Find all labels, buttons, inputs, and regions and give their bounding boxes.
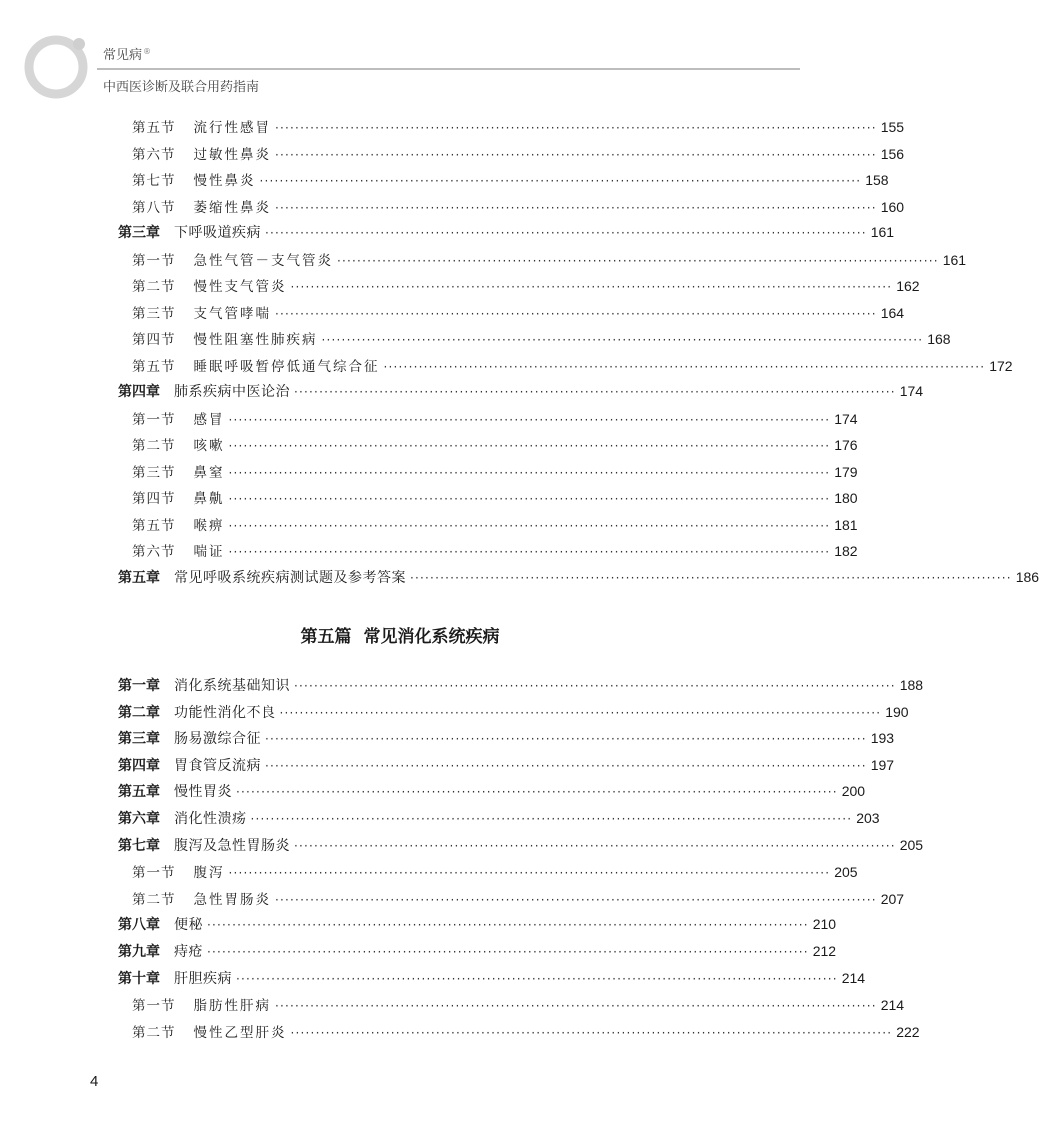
leader-dots: ························································································································ [228,518,831,533]
toc-entry-title: 流行性感冒 [193,120,271,136]
toc-entry-number: 第一节 [132,252,176,269]
leader-dots: ························································································································ [207,918,809,933]
toc-entry-page: 203 [856,810,880,826]
toc-entry-number: 第三章 [118,225,160,241]
toc-entry-page: 161 [870,224,895,240]
page-number: 4 [90,1073,99,1090]
toc-entry-title: 急性胃肠炎 [193,891,271,908]
toc-entry-page: 214 [880,997,905,1014]
toc-entry-number: 第四章 [118,384,160,400]
toc-entry-page: 205 [834,864,858,881]
toc-entry-number: 第二节 [132,279,176,295]
toc-chapter-entry [118,222,895,246]
leader-dots: ························································································································ [236,971,838,986]
toc-entry-title: 肝胆疾病 [174,970,232,987]
registered-mark: ® [143,46,152,56]
toc-entry-title: 慢性乙型肝炎 [193,1024,287,1041]
toc-entry-number: 第四节 [132,332,176,348]
toc-chapter-entry [118,755,895,779]
leader-dots: ························································································································ [275,200,877,215]
toc-entry-number: 第八节 [132,199,176,216]
leader-dots: ························································································································ [228,412,831,427]
toc-entry-number: 第五章 [118,784,160,801]
toc-entry-number: 第八章 [118,917,160,934]
toc-entry-page: 193 [870,730,895,747]
toc-section-entry [118,540,858,564]
toc-entry-number: 第一节 [132,865,176,882]
leader-dots: ························································································································ [250,812,853,826]
toc-entry-title: 腹泻 [193,865,225,882]
toc-entry-number: 第四节 [132,491,176,507]
toc-entry-title: 消化系统基础知识 [174,678,290,694]
toc-entry-title: 过敏性鼻炎 [193,146,271,163]
toc-chapter-entry [118,702,909,726]
toc-chapter-entry [118,968,866,992]
leader-dots: ························································································································ [275,892,877,907]
toc-entry-page: 181 [834,516,858,533]
toc-entry-number: 第一节 [132,998,176,1015]
toc-entry-number: 第二章 [118,704,160,721]
toc-entry-title: 肠易激综合征 [174,731,261,748]
toc-entry-title: 慢性支气管炎 [193,279,287,295]
toc-entry-title: 支气管哮喘 [193,305,271,322]
toc-entry-number: 第七节 [132,173,176,189]
toc-entry-title: 腹泻及急性胃肠炎 [174,837,290,854]
toc-entry-page: 210 [812,916,837,933]
toc-entry-page: 176 [834,437,858,453]
toc-entry-page: 179 [834,463,858,480]
toc-entry-title: 睡眠呼吸暂停低通气综合征 [193,358,380,375]
leader-dots: ························································································································ [337,253,939,268]
leader-dots: ························································································································ [228,492,831,506]
toc-entry-title: 慢性胃炎 [174,784,232,801]
toc-entry-page: 186 [1015,568,1039,585]
toc-entry-title: 下呼吸道疾病 [174,225,261,241]
toc-section-entry [118,249,967,273]
leader-dots: ························································································································ [275,121,877,135]
toc-section-entry [118,328,951,352]
toc-section-entry [118,196,905,220]
series-title: 常见病® [103,46,152,63]
toc-entry-number: 第二节 [132,891,176,908]
toc-section-entry [118,275,920,299]
toc-entry-number: 第五节 [132,358,176,375]
toc-entry-page: 207 [880,890,905,907]
toc-section-entry [118,169,889,193]
toc-entry-page: 190 [885,703,909,720]
toc-entry-page: 180 [834,490,858,506]
leader-dots: ························································································································ [275,999,877,1014]
part-title: 常见消化系统疾病 [363,627,500,647]
toc-entry-page: 200 [841,783,866,800]
leader-dots: ························································································································ [290,1025,893,1040]
leader-dots: ························································································································ [207,945,809,959]
toc-entry-number: 第七章 [118,837,160,854]
toc-section-entry [118,461,858,485]
toc-section-entry [118,888,905,912]
part-number: 第五篇 [300,627,352,647]
toc-entry-title: 胃食管反流病 [174,757,261,774]
toc-entry-page: 162 [896,278,920,294]
toc-section-entry [118,434,858,458]
header-rule [97,68,800,70]
toc-entry-number: 第四章 [118,757,160,774]
leader-dots: ························································································································ [410,570,1012,585]
toc-entry-page: 158 [865,172,889,188]
toc-section-entry [118,487,858,511]
toc-entry-title: 肺系疾病中医论治 [174,384,290,400]
toc-entry-title: 萎缩性鼻炎 [193,199,271,216]
leader-dots: ························································································································ [265,758,867,773]
toc-entry-title: 消化性溃疡 [174,811,247,827]
leader-dots: ························································································································ [259,174,862,188]
toc-entry-page: 172 [989,357,1013,374]
leader-dots: ························································································································ [294,838,896,853]
toc-entry-number: 第三节 [132,464,176,481]
toc-section-entry [118,302,905,326]
toc-entry-number: 第五章 [118,569,160,586]
toc-entry-title: 急性气管－支气管炎 [193,252,333,269]
toc-entry-title: 感冒 [193,411,225,428]
toc-entry-page: 214 [841,969,866,986]
toc-section-entry [118,861,858,885]
toc-chapter-entry [118,781,866,805]
toc-entry-title: 慢性鼻炎 [193,173,256,189]
toc-entry-title: 慢性阻塞性肺疾病 [193,332,318,348]
toc-entry-title: 痔疮 [174,944,203,960]
leader-dots: ························································································································ [321,333,924,347]
toc-entry-number: 第五节 [132,517,176,534]
toc-chapter-entry [118,728,895,752]
toc-section-entry [118,116,905,140]
toc-chapter-entry [118,675,924,699]
toc-entry-page: 182 [834,543,858,559]
toc-entry-page: 205 [899,836,924,853]
toc-entry-title: 功能性消化不良 [174,704,276,721]
toc-entry-page: 161 [942,251,967,268]
leader-dots: ························································································································ [265,732,867,747]
leader-dots: ························································································································ [228,439,831,453]
toc-section-entry [118,143,905,167]
toc-entry-page: 164 [880,304,905,321]
leader-dots: ························································································································ [279,705,882,720]
toc-entry-title: 喘证 [193,544,225,560]
toc-chapter-entry [118,835,924,859]
toc-entry-number: 第二节 [132,1024,176,1041]
toc-chapter-entry [118,914,837,938]
toc-entry-page: 168 [927,331,951,347]
part-heading [0,622,800,647]
leader-dots: ························································································································ [294,679,896,693]
toc-entry-number: 第六节 [132,544,176,560]
toc-chapter-entry [118,567,1039,591]
toc-entry-number: 第一节 [132,411,176,428]
toc-entry-page: 197 [870,756,895,773]
leader-dots: ························································································································ [275,306,877,321]
toc-entry-title: 常见呼吸系统疾病测试题及参考答案 [174,569,406,586]
leader-dots: ························································································································ [275,147,877,162]
toc-entry-title: 便秘 [174,917,203,934]
toc-entry-number: 第三章 [118,731,160,748]
toc-entry-number: 第二节 [132,438,176,454]
leader-dots: ························································································································ [236,785,838,800]
toc-entry-title: 脂肪性肝病 [193,998,271,1015]
toc-entry-title: 咳嗽 [193,438,225,454]
toc-entry-page: 155 [880,119,905,135]
leader-dots: ························································································································ [228,545,831,559]
leader-dots: ························································································································ [383,359,986,374]
toc-section-entry [118,1021,920,1045]
toc-entry-page: 174 [834,410,858,427]
leader-dots: ························································································································ [290,280,893,294]
toc-section-entry [118,514,858,538]
leader-dots: ························································································································ [294,385,896,399]
toc-entry-title: 喉痹 [193,517,225,534]
toc-entry-number: 第一章 [118,678,160,694]
leader-dots: ························································································································ [228,465,831,480]
page-header [0,0,800,100]
toc-section-entry [118,408,858,432]
toc-section-entry [118,355,1013,379]
toc-entry-page: 156 [880,145,905,162]
toc-entry-page: 160 [880,198,905,215]
toc-entry-page: 188 [899,677,924,693]
toc-entry-title: 鼻鼽 [193,491,225,507]
toc-section-entry [118,994,905,1018]
toc-entry-page: 174 [899,383,924,399]
toc-chapter-entry [118,808,880,832]
toc-entry-number: 第九章 [118,944,160,960]
circle-logo-icon [22,30,94,102]
toc-entry-number: 第五节 [132,120,176,136]
book-title: 中西医诊断及联合用药指南 [103,80,260,95]
toc-chapter-entry [118,941,837,965]
toc-entry-page: 212 [812,943,837,959]
toc-entry-number: 第六章 [118,811,160,827]
leader-dots: ························································································································ [265,226,867,240]
toc-entry-page: 222 [896,1023,920,1040]
toc-entry-title: 鼻窒 [193,464,225,481]
toc-entry-number: 第十章 [118,970,160,987]
toc-entry-number: 第六节 [132,146,176,163]
toc-entry-number: 第三节 [132,305,176,322]
toc-chapter-entry [118,381,924,405]
leader-dots: ························································································································ [228,866,831,881]
